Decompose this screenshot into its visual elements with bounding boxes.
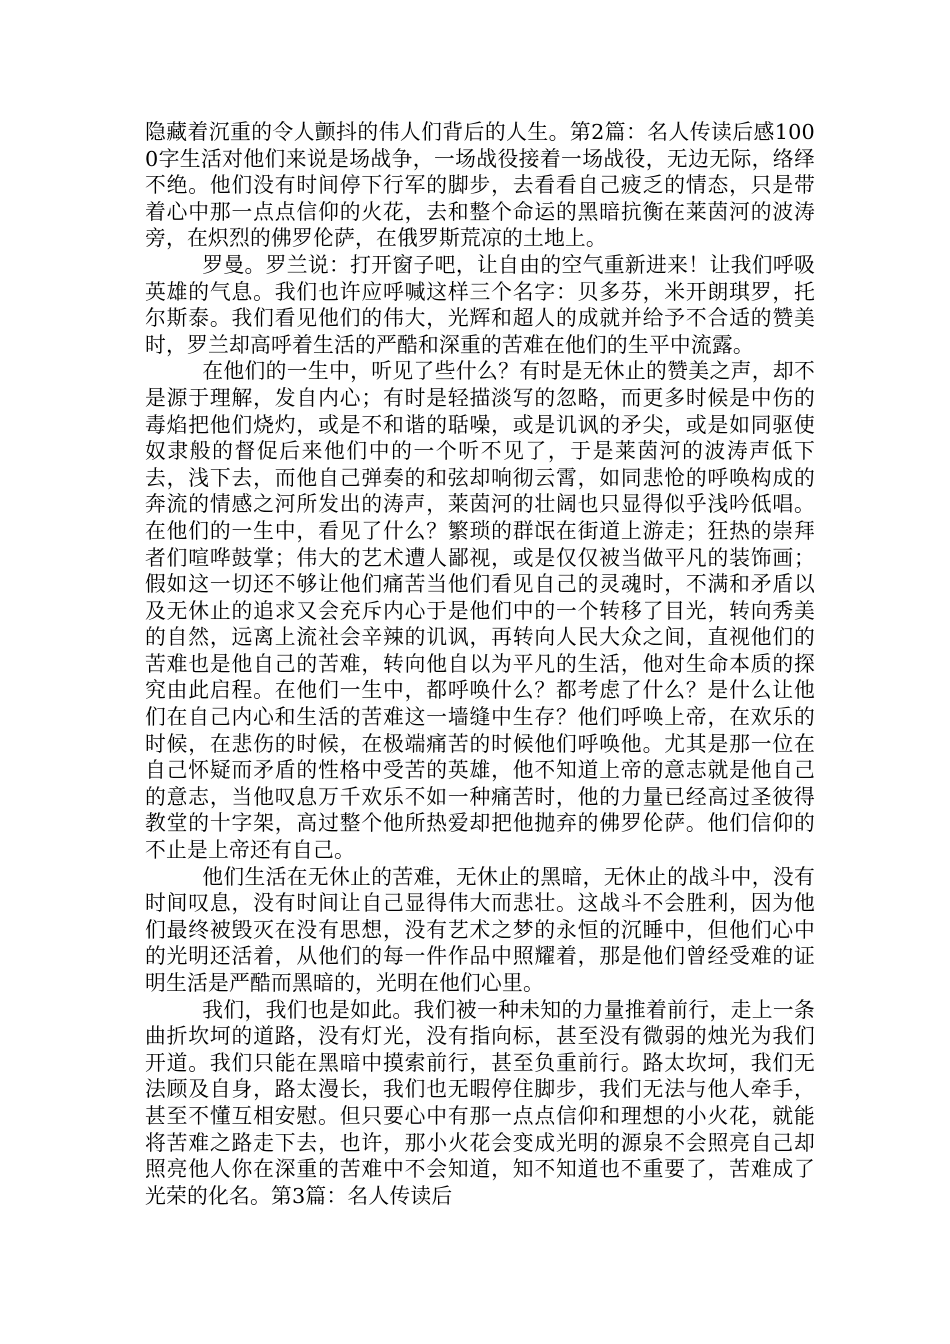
document-page [145, 119, 815, 1209]
paragraph-5: 我们，我们也是如此。我们被一种未知的力量推着前行，走上一条曲折坎坷的道路，没有灯光，没有指向标，甚至没有微弱的烛光为我们开道。我们只能在黑暗中摸索前行，甚至负重前行。路太坎坷，我们无法顾及自身，路太漫长，我们也无暇停住脚步，我们无法与他人牵手，甚至不懂互相安慰。但只要心中有那一点点信仰和理想的小火花，就能将苦难之路走下去，也许，那小火花会变成光明的源泉不会照亮自己却照亮他人你在深重的苦难中不会知道，知不知道也不重要了，苦难成了光荣的化名。第3篇：名人传读后 [145, 997, 815, 1208]
paragraph-3: 在他们的一生中，听见了些什么？有时是无休止的赞美之声，却不是源于理解，发自内心；有时是轻描淡写的忽略，而更多时候是中伤的毒焰把他们烧灼，或是不和谐的聒噪，或是讥讽的矛尖，或是如同驱使奴隶般的督促后来他们中的一个听不见了，于是莱茵河的波涛声低下去，浅下去，而他自己弹奏的和弦却响彻云霄，如同悲怆的呼唤构成的奔流的情感之河所发出的涛声，莱茵河的壮阔也只显得似乎浅吟低唱。在他们的一生中，看见了什么？繁琐的群氓在街道上游走；狂热的崇拜者们喧哗鼓掌；伟大的艺术遭人鄙视，或是仅仅被当做平凡的装饰画；假如这一切还不够让他们痛苦当他们看见自己的灵魂时，不满和矛盾以及无休止的追求又会充斥内心于是他们中的一个转移了目光，转向秀美的自然，远离上流社会辛辣的讥讽，再转向人民大众之间，直视他们的苦难也是他自己的苦难，转向他自以为平凡的生活，他对生命本质的探究由此启程。在他们一生中，都呼唤什么？都考虑了什么？是什么让他们在自己内心和生活的苦难这一墙缝中生存？他们呼唤上帝，在欢乐的时候，在悲伤的时候，在极端痛苦的时候他们呼唤他。尤其是那一位在自己怀疑而矛盾的性格中受苦的英雄，他不知道上帝的意志就是他自己的意志，当他叹息万千欢乐不如一种痛苦时，他的力量已经高过圣彼得教堂的十字架，高过整个他所热爱却把他抛弃的佛罗伦萨。他们信仰的不止是上帝还有自己。 [145, 359, 815, 863]
paragraph-2: 罗曼。罗兰说：打开窗子吧，让自由的空气重新进来！让我们呼吸英雄的气息。我们也许应呼喊这样三个名字：贝多芬，米开朗琪罗，托尔斯泰。我们看见他们的伟大，光辉和超人的成就并给予不合适的赞美时，罗兰却高呼着生活的严酷和深重的苦难在他们的生平中流露。 [145, 252, 815, 357]
paragraph-1: 隐藏着沉重的令人颤抖的伟人们背后的人生。第2篇：名人传读后感1000字生活对他们来说是场战争，一场战役接着一场战役，无边无际，络绎不绝。他们没有时间停下行军的脚步，去看看自己疲乏的情态，只是带着心中那一点点信仰的火花，去和整个命运的黑暗抗衡在莱茵河的波涛旁，在炽烈的佛罗伦萨，在俄罗斯荒凉的土地上。 [145, 120, 815, 251]
paragraph-4: 他们生活在无休止的苦难，无休止的黑暗，无休止的战斗中，没有时间叹息，没有时间让自己显得伟大而悲壮。这战斗不会胜利，因为他们最终被毁灭在没有思想，没有艺术之梦的永恒的沉睡中，但他们心中的光明还活着，从他们的每一件作品中照耀着，那是他们曾经受难的证明生活是严酷而黑暗的，光明在他们心里。 [145, 864, 815, 995]
